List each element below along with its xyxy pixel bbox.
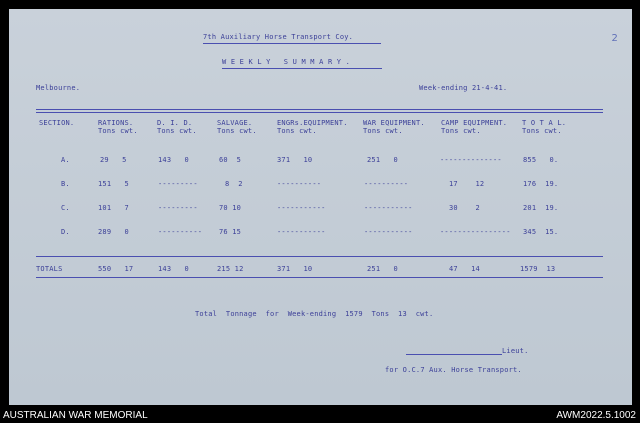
cell-did: --------- <box>158 180 198 188</box>
header-engrs-equipment: ENGRs.EQUIPMENT. <box>277 119 348 127</box>
total-tonnage-line: Total Tonnage for Week-ending 1579 Tons 13 cwt. <box>195 310 434 318</box>
header-did-units: Tons cwt. <box>157 127 197 135</box>
cell-engrs: ----------- <box>277 204 326 212</box>
cell-did: ---------- <box>158 228 203 236</box>
cell-salvage: 70 10 <box>219 204 242 212</box>
signature-for: for O.C.7 Aux. Horse Transport. <box>385 366 522 374</box>
cell-war: ----------- <box>364 228 413 236</box>
cell-total: 176 19. <box>523 180 559 188</box>
unit-title: 7th Auxiliary Horse Transport Coy. <box>203 33 354 41</box>
header-section: SECTION. <box>39 119 75 127</box>
summary-title-underline <box>222 68 382 69</box>
cell-engrs: ---------- <box>277 180 322 188</box>
cell-salvage: 8 2 <box>225 180 243 188</box>
cell-engrs: 371 10 <box>277 156 313 164</box>
table-top-rule-2 <box>36 112 603 113</box>
signature-title: Lieut. <box>502 347 529 355</box>
archive-footer <box>0 408 640 423</box>
cell-war: ---------- <box>364 180 409 188</box>
cell-total: 345 15. <box>523 228 559 236</box>
totals-salvage: 215 12 <box>217 265 244 273</box>
cell-total: 201 19. <box>523 204 559 212</box>
totals-rations: 550 17 <box>98 265 134 273</box>
cell-salvage: 60 5 <box>219 156 242 164</box>
cell-section: A. <box>61 156 70 164</box>
cell-war: ----------- <box>364 204 413 212</box>
week-ending: Week-ending 21-4-41. <box>419 84 508 92</box>
totals-bottom-rule <box>36 277 603 278</box>
totals-did: 143 0 <box>158 265 189 273</box>
cell-camp: -------------- <box>440 156 502 164</box>
cell-section: D. <box>61 228 70 236</box>
header-camp-equipment: CAMP EQUIPMENT. <box>441 119 508 127</box>
signature-line <box>406 354 502 355</box>
location: Melbourne. <box>36 84 81 92</box>
cell-rations: 289 0 <box>98 228 129 236</box>
cell-did: 143 0 <box>158 156 189 164</box>
cell-section: C. <box>61 204 70 212</box>
header-engrs-equipment-units: Tons cwt. <box>277 127 317 135</box>
header-rations: RATIONS. <box>98 119 134 127</box>
unit-title-underline <box>203 43 381 44</box>
header-rations-units: Tons cwt. <box>98 127 138 135</box>
cell-section: B. <box>61 180 70 188</box>
header-salvage-units: Tons cwt. <box>217 127 257 135</box>
header-war-equipment-units: Tons cwt. <box>363 127 403 135</box>
header-war-equipment: WAR EQUIPMENT. <box>363 119 425 127</box>
cell-did: --------- <box>158 204 198 212</box>
corner-mark: 2 <box>611 33 618 44</box>
cell-camp: ---------------- <box>440 228 511 236</box>
cell-rations: 29 5 <box>100 156 127 164</box>
totals-camp: 47 14 <box>449 265 480 273</box>
cell-rations: 151 5 <box>98 180 129 188</box>
header-total: T O T A L. <box>522 119 567 127</box>
header-salvage: SALVAGE. <box>217 119 253 127</box>
header-camp-equipment-units: Tons cwt. <box>441 127 481 135</box>
summary-title: W E E K L Y S U M M A R Y . <box>222 58 351 66</box>
totals-total: 1579 13 <box>520 265 556 273</box>
cell-camp: 17 12 <box>449 180 485 188</box>
totals-engrs: 371 10 <box>277 265 313 273</box>
document-page <box>9 9 632 405</box>
totals-war: 251 0 <box>367 265 398 273</box>
cell-engrs: ----------- <box>277 228 326 236</box>
totals-label: TOTALS <box>36 265 63 273</box>
cell-salvage: 76 15 <box>219 228 242 236</box>
cell-rations: 101 7 <box>98 204 129 212</box>
cell-war: 251 0 <box>367 156 398 164</box>
header-total-units: Tons cwt. <box>522 127 562 135</box>
archive-reference: AWM2022.5.1002 <box>556 410 636 421</box>
table-top-rule <box>36 109 603 110</box>
cell-total: 855 0. <box>523 156 559 164</box>
archive-name: AUSTRALIAN WAR MEMORIAL <box>3 410 148 421</box>
header-did: D. I. D. <box>157 119 193 127</box>
totals-top-rule <box>36 256 603 257</box>
cell-camp: 30 2 <box>449 204 480 212</box>
